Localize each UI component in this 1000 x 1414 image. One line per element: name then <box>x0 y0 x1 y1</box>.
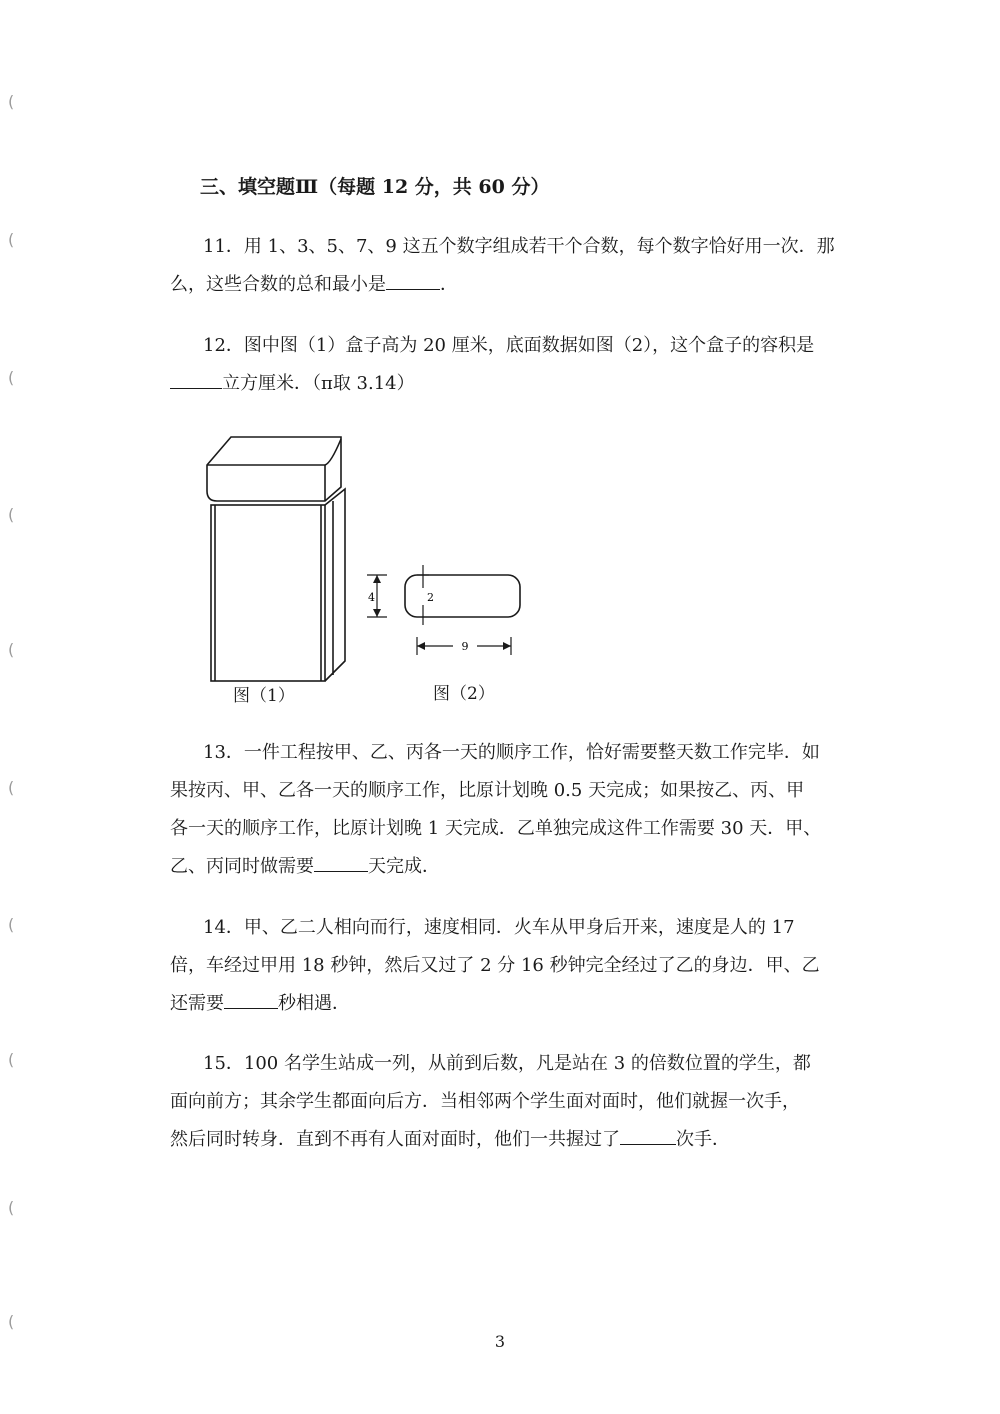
binding-mark: ( <box>8 92 15 111</box>
dim-height-inner-label: 2 <box>427 591 434 604</box>
page-number: 3 <box>494 1332 506 1351</box>
question-14 <box>170 909 860 1023</box>
box-diagram <box>195 425 555 715</box>
question-13-line-3: 各一天的顺序工作，比原计划晚 1 天完成．乙单独完成这件工作需要 30 天．甲、 <box>170 818 822 839</box>
box-body-side <box>325 489 345 681</box>
answer-blank-14[interactable] <box>224 986 278 1009</box>
question-14-line-3 <box>170 985 860 1023</box>
box-figure <box>195 425 555 715</box>
binding-hole-marks <box>8 0 28 1414</box>
question-14-line-2: 倍，车经过甲用 18 秒钟，然后又过了 2 分 16 秒钟完全经过了乙的身边．甲、乙 <box>170 955 820 976</box>
question-11-line-1: 11．用 1、3、5、7、9 这五个数字组成若干个合数，每个数字恰好用一次．那 <box>203 236 835 257</box>
dim-width-label: 9 <box>461 640 469 653</box>
binding-mark: ( <box>8 1198 15 1217</box>
figure-2-caption: 图（2） <box>433 684 495 704</box>
question-13-line-2: 果按丙、甲、乙各一天的顺序工作，比原计划晚 0.5 天完成；如果按乙、丙、甲 <box>170 780 805 801</box>
binding-mark: ( <box>8 230 15 249</box>
question-15-text: 然后同时转身．直到不再有人面对面时，他们一共握过了 <box>170 1129 620 1150</box>
question-15-line-1: 15．100 名学生站成一列，从前到后数，凡是站在 3 的倍数位置的学生，都 <box>203 1053 811 1074</box>
binding-mark: ( <box>8 778 15 797</box>
box-3d-drawing <box>207 437 345 681</box>
question-14-text: 还需要 <box>170 993 224 1014</box>
question-13 <box>170 734 860 886</box>
question-11 <box>170 228 860 304</box>
box-lid <box>207 437 341 501</box>
question-13-line-1: 13．一件工程按甲、乙、丙各一天的顺序工作，恰好需要整天数工作完毕．如 <box>203 742 820 763</box>
dim-height-outer-label: 4 <box>368 591 375 604</box>
answer-blank-11[interactable] <box>386 267 440 290</box>
dimension-arrows <box>373 575 511 650</box>
binding-mark: ( <box>8 1050 15 1069</box>
answer-blank-15[interactable] <box>620 1122 676 1145</box>
question-13-end: 天完成． <box>368 856 440 877</box>
question-15-line-2: 面向前方；其余学生都面向后方．当相邻两个学生面对面时，他们就握一次手， <box>170 1091 800 1112</box>
base-rounded-rectangle <box>405 575 520 617</box>
question-14-end: 秒相遇． <box>278 993 350 1014</box>
answer-blank-13[interactable] <box>314 849 368 872</box>
question-12 <box>170 327 860 403</box>
binding-mark: ( <box>8 1312 15 1331</box>
question-15-end: 次手． <box>676 1129 730 1150</box>
question-11-end: ． <box>440 274 458 295</box>
question-12-line-2 <box>170 365 860 403</box>
box-body-front <box>211 505 325 681</box>
box-lid-corner <box>325 439 341 465</box>
section-title: 三、填空题Ⅲ（每题 12 分，共 60 分） <box>200 176 550 198</box>
base-shape <box>405 575 520 617</box>
question-13-line-4 <box>170 848 860 886</box>
question-14-line-1: 14．甲、乙二人相向而行，速度相同．火车从甲身后开来，速度是人的 17 <box>203 917 795 938</box>
question-11-line-2 <box>170 266 860 304</box>
question-15-line-3 <box>170 1121 860 1159</box>
question-15 <box>170 1045 860 1159</box>
binding-mark: ( <box>8 915 15 934</box>
question-12-line-1: 12．图中图（1）盒子高为 20 厘米，底面数据如图（2），这个盒子的容积是 <box>203 335 815 356</box>
figure-1-caption: 图（1） <box>233 686 295 706</box>
dimension-lines <box>367 565 511 655</box>
binding-mark: ( <box>8 640 15 659</box>
answer-blank-12[interactable] <box>170 366 222 389</box>
question-12-end: 立方厘米．（π取 3.14） <box>222 373 415 394</box>
question-13-text: 乙、丙同时做需要 <box>170 856 314 877</box>
question-11-text: 么，这些合数的总和最小是 <box>170 274 386 295</box>
binding-mark: ( <box>8 368 15 387</box>
binding-mark: ( <box>8 505 15 524</box>
